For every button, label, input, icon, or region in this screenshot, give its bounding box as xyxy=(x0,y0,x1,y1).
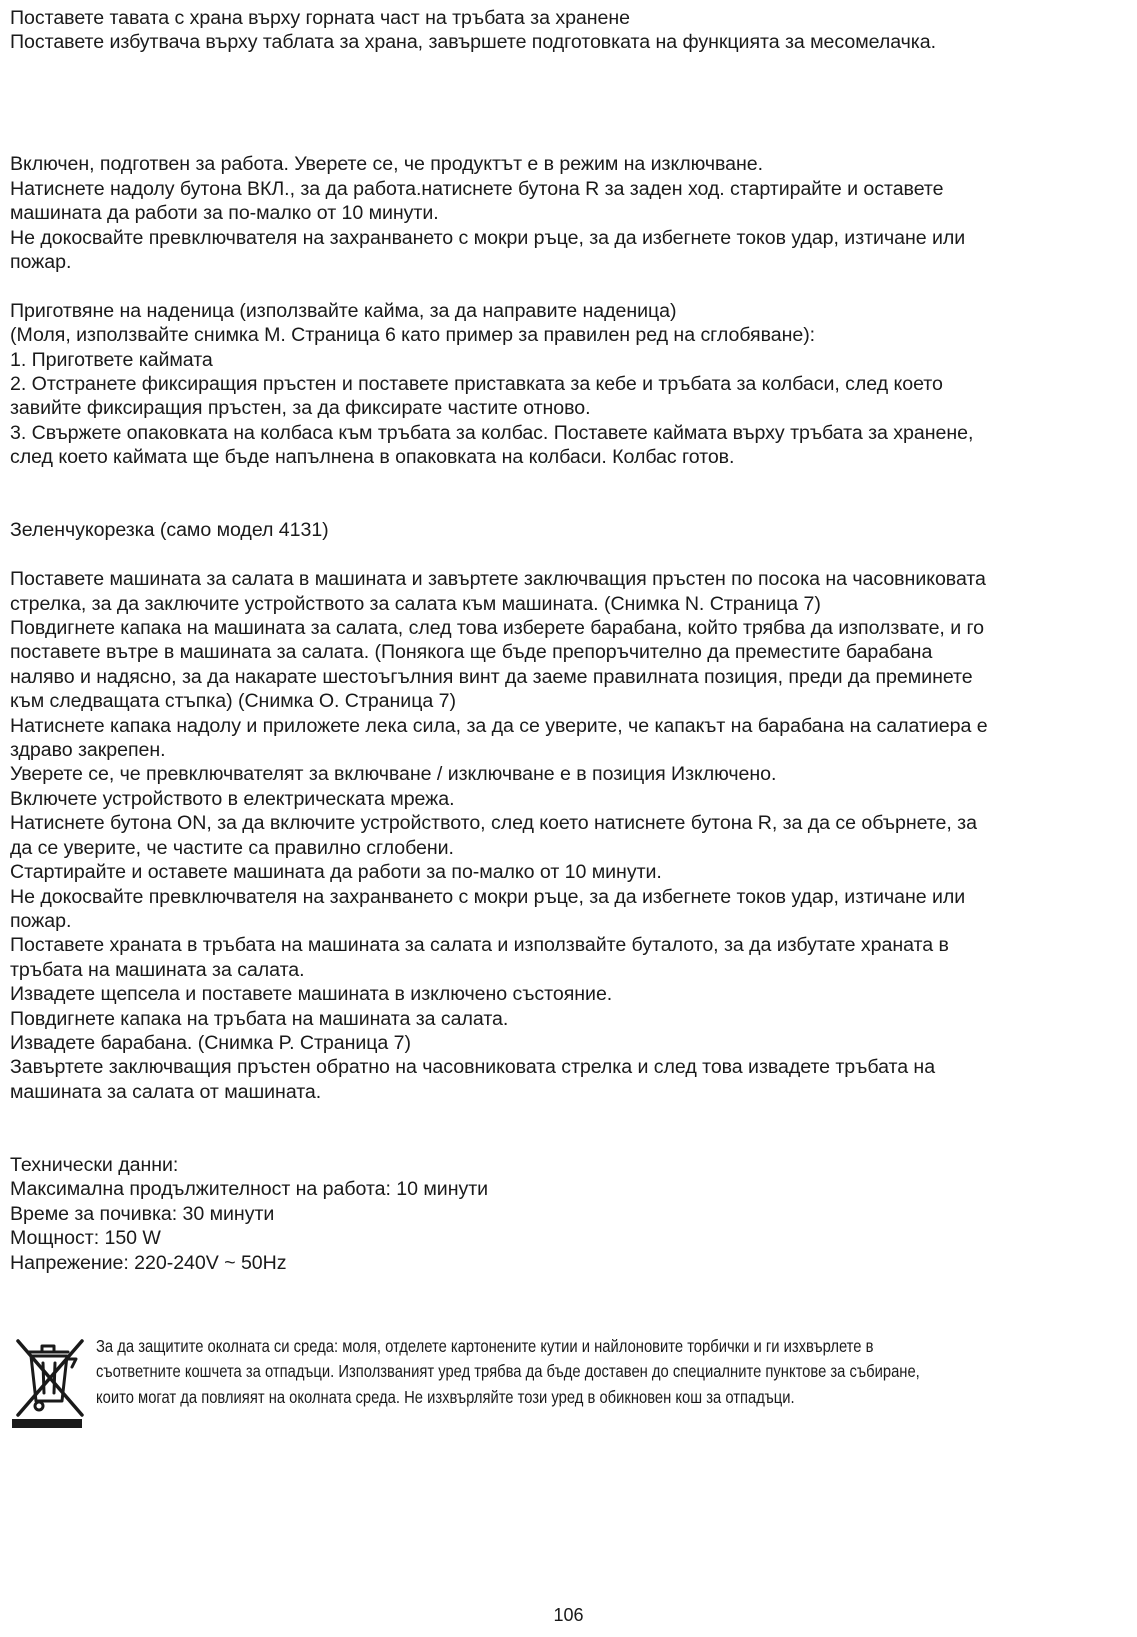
vegetable-line: Включете устройството в електрическата мрежа. xyxy=(10,787,455,810)
operation-line: пожар. xyxy=(10,251,72,273)
vegetable-line: здраво закрепен. xyxy=(10,739,166,762)
vegetable-line: Натиснете капака надолу и приложете лека сила, за да се уверите, че капакът на барабана на салатиера е xyxy=(10,714,988,737)
sausage-heading: Приготвяне на наденица (използвайте кайма, за да направите наденица) xyxy=(10,299,677,322)
vegetable-line: стрелка, за да заключите устройството за салата към машината. (Снимка N. Страница 7) xyxy=(10,592,821,615)
vegetable-line: тръбата на машината за салата. xyxy=(10,958,305,981)
document-body xyxy=(10,6,1130,1275)
sausage-step: 2. Отстранете фиксиращия пръстен и поставете приставката за кебе и тръбата за колбаси, след което xyxy=(10,373,943,396)
operation-line: Включен, подготвен за работа. Уверете се, че продуктът е в режим на изключване. xyxy=(10,153,763,176)
vegetable-heading: Зеленчукорезка (само модел 4131) xyxy=(10,519,329,542)
operation-line: Не докосвайте превключвателя на захранването с мокри ръце, за да избегнете токов удар, изтичане или xyxy=(10,226,966,249)
vegetable-line: Повдигнете капака на тръбата на машината за салата. xyxy=(10,1007,509,1030)
environment-line: които могат да повлияят на околната среда. Не изхвърляйте този уред в обикновен кош за отпадъци. xyxy=(96,1386,795,1407)
vegetable-line: Уверете се, че превключвателят за включване / изключване е в позиция Изключено. xyxy=(10,763,777,786)
tech-spec: Време за почивка: 30 минути xyxy=(10,1202,275,1225)
vegetable-line: Стартирайте и оставете машината да работи за по-малко от 10 минути. xyxy=(10,861,662,884)
operation-line: Натиснете надолу бутона ВКЛ., за да работа.натиснете бутона R за заден ход. стартирайте и оставете xyxy=(10,177,944,200)
operation-line: машината да работи за по-малко от 10 минути. xyxy=(10,202,439,225)
vegetable-line: Повдигнете капака на машината за салата, след това изберете барабана, който трябва да използвате, и го xyxy=(10,617,985,640)
vegetable-line: Извадете барабана. (Снимка P. Страница 7) xyxy=(10,1031,411,1054)
intro-line: Поставете избутвача върху таблата за храна, завършете подготовката на функцията за месомелачка. xyxy=(10,31,936,54)
vegetable-line: към следващата стъпка) (Снимка O. Страница 7) xyxy=(10,690,456,713)
sausage-step: 1. Пригответе каймата xyxy=(10,348,213,371)
environment-text xyxy=(96,1334,1126,1410)
vegetable-line: наляво и надясно, за да накарате шестоъгълния винт да заеме правилната позиция, преди да преминете xyxy=(10,665,973,688)
vegetable-line: Завъртете заключващия пръстен обратно на часовниковата стрелка и след това извадете тръбата на xyxy=(10,1056,936,1079)
vegetable-line: пожар. xyxy=(10,909,72,932)
page-number: 106 xyxy=(553,1605,584,1625)
environment-line: За да защитите околната си среда: моля, отделете картонените кутии и найлоновите торбички и ги изхвърлете в xyxy=(96,1336,874,1356)
environment-notice xyxy=(10,1335,1130,1430)
sausage-step: завийте фиксиращия пръстен, за да фиксирате частите отново. xyxy=(10,397,591,420)
vegetable-line: Поставете машината за салата в машината и завъртете заключващия пръстен по посока на часовниковата xyxy=(10,568,986,591)
vegetable-line: Поставете храната в тръбата на машината за салата и използвайте буталото, за да избутате храната в xyxy=(10,934,949,957)
tech-spec: Максимална продължителност на работа: 10 минути xyxy=(10,1178,489,1201)
vegetable-line: Не докосвайте превключвателя на захранването с мокри ръце, за да избегнете токов удар, изтичане или xyxy=(10,885,966,908)
vegetable-line: поставете вътре в машината за салата. (Понякога ще бъде препоръчително да преместите барабана xyxy=(10,641,933,664)
vegetable-line: машината за салата от машината. xyxy=(10,1080,322,1103)
vegetable-line: да се уверите, че частите са правилно сглобени. xyxy=(10,836,454,859)
tech-heading: Технически данни: xyxy=(10,1153,179,1176)
sausage-step: 3. Свържете опаковката на колбаса към тръбата за колбас. Поставете каймата върху тръбата за хранене, xyxy=(10,421,974,444)
crossed-out-wheelie-bin-icon xyxy=(10,1335,88,1429)
vegetable-line: Натиснете бутона ON, за да включите устройството, след което натиснете бутона R, за да се обърнете, за xyxy=(10,812,977,835)
tech-spec: Напрежение: 220-240V ~ 50Hz xyxy=(10,1251,287,1274)
vegetable-line: Извадете щепсела и поставете машината в изключено състояние. xyxy=(10,983,613,1006)
intro-line: Поставете тавата с храна върху горната част на тръбата за хранене xyxy=(10,7,630,29)
sausage-line: (Моля, използвайте снимка M. Страница 6 като пример за правилен ред на сглобяване): xyxy=(10,324,816,347)
tech-spec: Мощност: 150 W xyxy=(10,1227,161,1250)
environment-line: съответните кошчета за отпадъци. Използваният уред трябва да бъде доставен до специалните пунктове за събиране, xyxy=(96,1361,920,1382)
sausage-step: след което каймата ще бъде напълнена в опаковката на колбаси. Колбас готов. xyxy=(10,446,735,469)
